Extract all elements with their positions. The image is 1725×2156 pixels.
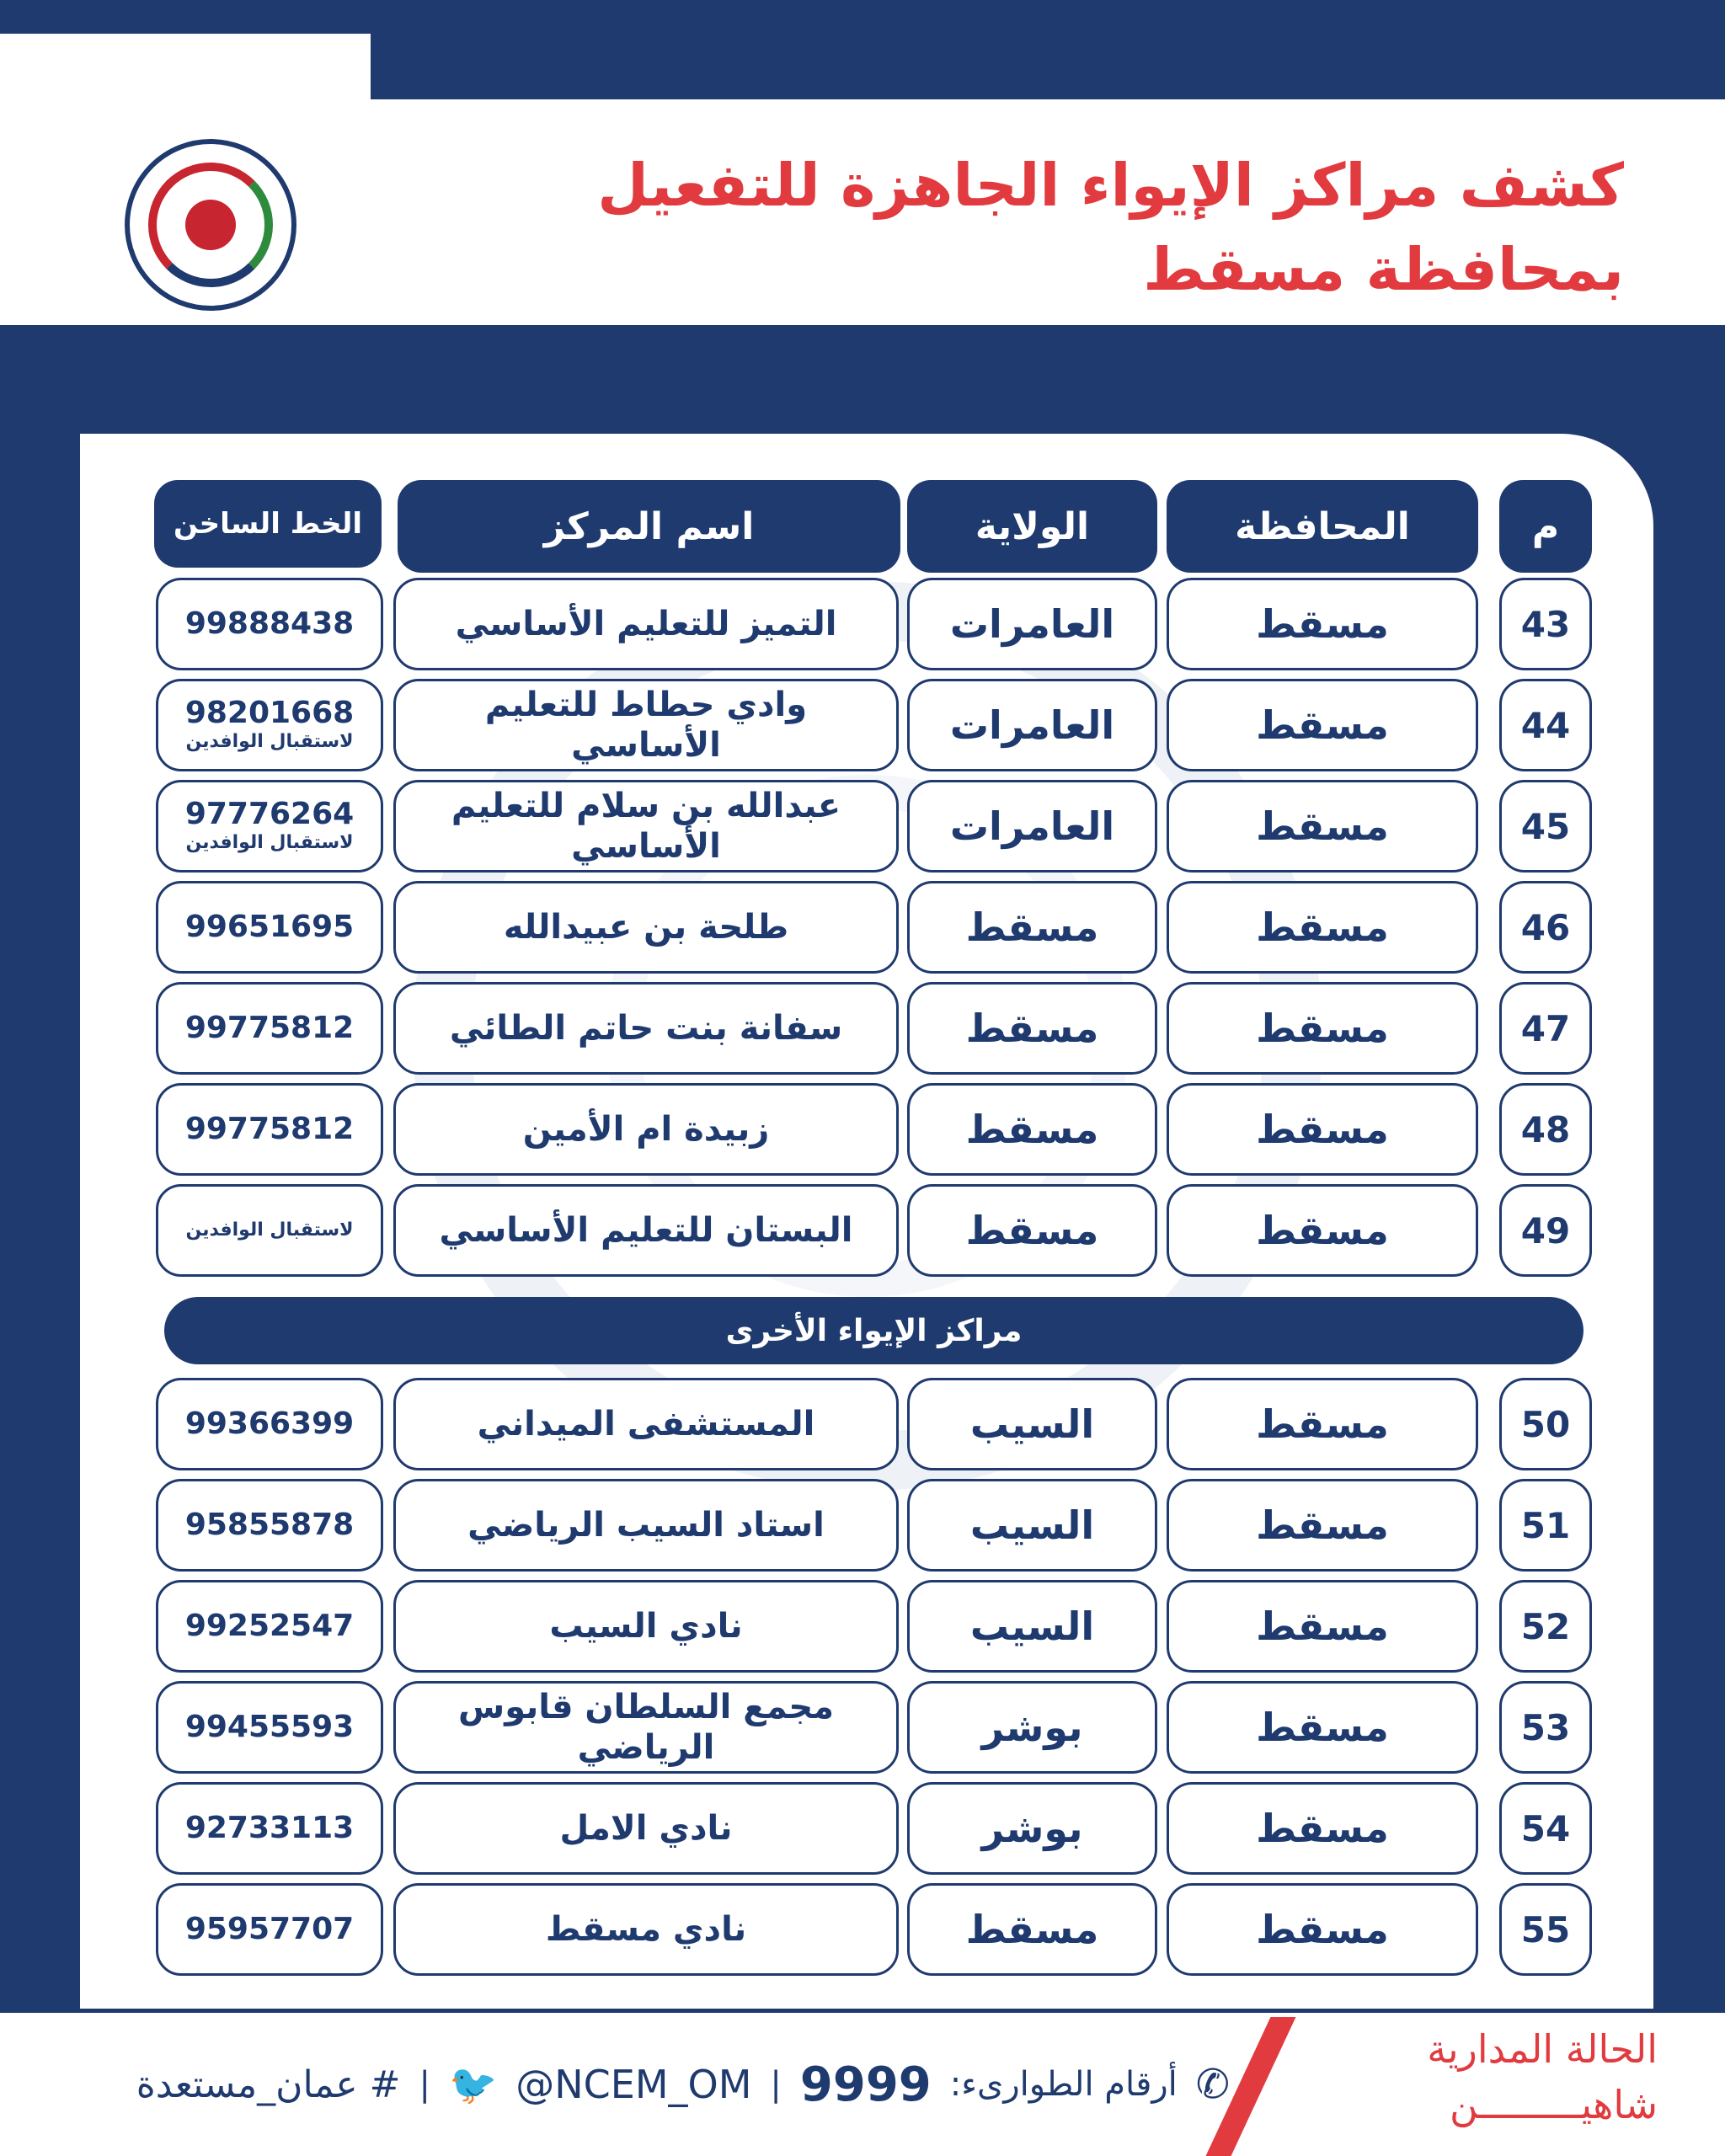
row-governorate (1167, 1083, 1478, 1176)
row-wilayat (907, 982, 1157, 1075)
row-center-name (393, 679, 899, 771)
row-hotline[interactable] (156, 881, 383, 974)
row-wilayat (907, 1184, 1157, 1277)
row-hotline[interactable] (156, 1184, 383, 1277)
hotline-number[interactable]: 99366399 (184, 1406, 355, 1441)
row-wilayat-text: بوشر (981, 1705, 1083, 1750)
hotline-note: لاستقبال الوافدين (185, 731, 354, 752)
row-number-text: 53 (1520, 1706, 1571, 1748)
header-hotline: الخط الساخن (154, 480, 382, 568)
row-governorate-text: مسقط (1256, 1604, 1389, 1649)
hotline-number[interactable]: 92733113 (184, 1811, 355, 1845)
row-wilayat (907, 1083, 1157, 1176)
row-wilayat-text: العامرات (949, 601, 1115, 647)
row-center-name-text: زبيدة ام الأمين (522, 1110, 770, 1149)
row-wilayat (907, 1580, 1157, 1673)
row-center-name (393, 1883, 899, 1976)
row-center-name (393, 1479, 899, 1572)
hotline-number[interactable]: 99775812 (184, 1112, 355, 1146)
row-hotline[interactable] (156, 780, 383, 873)
row-number-text: 45 (1520, 805, 1571, 847)
row-number (1499, 1378, 1592, 1470)
row-center-name (393, 1681, 899, 1774)
hotline-number[interactable]: 95855878 (184, 1508, 355, 1542)
row-governorate (1167, 1184, 1478, 1277)
row-wilayat (907, 578, 1157, 670)
row-wilayat-text: مسقط (965, 905, 1099, 950)
row-wilayat (907, 679, 1157, 771)
emergency-label: أرقام الطوارىء: (949, 2065, 1178, 2104)
row-number (1499, 679, 1592, 771)
row-governorate-text: مسقط (1256, 702, 1389, 748)
status-line-1: الحالة المدارية (1427, 2026, 1658, 2072)
row-governorate (1167, 780, 1478, 873)
header-no: م (1499, 480, 1592, 573)
row-wilayat (907, 881, 1157, 974)
row-wilayat-text: العامرات (949, 803, 1115, 849)
row-governorate-text: مسقط (1256, 803, 1389, 849)
row-number-text: 48 (1520, 1108, 1571, 1150)
row-number-text: 49 (1520, 1209, 1571, 1251)
row-governorate (1167, 982, 1478, 1075)
row-number-text: 43 (1520, 603, 1571, 645)
row-governorate (1167, 1883, 1478, 1976)
status-line-2: شاهيـــــــــن (1449, 2082, 1658, 2127)
row-number (1499, 1479, 1592, 1572)
phone-icon: ✆ (1195, 2061, 1230, 2108)
row-hotline[interactable] (156, 1479, 383, 1572)
row-governorate-text: مسقط (1256, 1208, 1389, 1253)
row-wilayat-text: مسقط (965, 1107, 1099, 1152)
row-center-name (393, 1083, 899, 1176)
row-number (1499, 578, 1592, 670)
row-number (1499, 1083, 1592, 1176)
row-hotline[interactable] (156, 1782, 383, 1875)
row-wilayat-text: بوشر (981, 1806, 1083, 1851)
hotline-note: لاستقبال الوافدين (185, 832, 354, 853)
row-wilayat-text: مسقط (965, 1208, 1099, 1253)
twitter-handle[interactable]: @NCEM_OM (515, 2062, 752, 2107)
row-governorate-text: مسقط (1256, 601, 1389, 647)
row-governorate (1167, 1580, 1478, 1673)
row-number-text: 54 (1520, 1807, 1571, 1849)
row-center-name (393, 1184, 899, 1277)
emergency-number[interactable]: 9999 (799, 2057, 932, 2112)
row-hotline[interactable] (156, 1083, 383, 1176)
row-wilayat (907, 1479, 1157, 1572)
row-center-name-text: وادي حطاط للتعليم الأساسي (484, 686, 808, 765)
header-governorate: المحافظة (1167, 480, 1478, 573)
row-center-name-text: التميز للتعليم الأساسي (455, 605, 837, 643)
row-center-name (393, 578, 899, 670)
twitter-icon: 🐦 (448, 2061, 498, 2107)
row-governorate (1167, 679, 1478, 771)
hotline-number[interactable]: 95957707 (184, 1912, 355, 1946)
row-governorate (1167, 1681, 1478, 1774)
row-center-name (393, 1782, 899, 1875)
row-wilayat-text: السيب (969, 1401, 1095, 1447)
row-governorate (1167, 1378, 1478, 1470)
row-number (1499, 1580, 1592, 1673)
row-governorate (1167, 881, 1478, 974)
row-wilayat (907, 1883, 1157, 1976)
row-center-name-text: استاد السيب الرياضي (467, 1506, 825, 1545)
row-wilayat-text: مسقط (965, 1907, 1099, 1952)
row-hotline[interactable] (156, 1681, 383, 1774)
row-hotline[interactable] (156, 1580, 383, 1673)
row-wilayat-text: السيب (969, 1604, 1095, 1649)
row-wilayat-text: السيب (969, 1502, 1095, 1548)
row-wilayat-text: مسقط (965, 1006, 1099, 1051)
separator: | (770, 2065, 782, 2104)
row-hotline[interactable] (156, 982, 383, 1075)
row-governorate-text: مسقط (1256, 1006, 1389, 1051)
row-center-name (393, 1378, 899, 1470)
row-center-name-text: عبدالله بن سلام للتعليم الأساسي (451, 787, 841, 866)
row-wilayat (907, 780, 1157, 873)
row-governorate (1167, 1782, 1478, 1875)
row-number-text: 55 (1520, 1908, 1571, 1951)
row-number (1499, 1681, 1592, 1774)
footer-status (1287, 2021, 1658, 2132)
row-number (1499, 780, 1592, 873)
header-wilayat: الولاية (907, 480, 1157, 573)
row-number (1499, 1782, 1592, 1875)
hotline-number[interactable]: 99775812 (184, 1011, 355, 1045)
row-number (1499, 1184, 1592, 1277)
title-line-2: بمحافظة مسقط (1143, 235, 1624, 304)
separator: | (419, 2065, 430, 2104)
row-center-name-text: طلحة بن عبيدالله (503, 908, 789, 947)
row-center-name (393, 982, 899, 1075)
row-number (1499, 982, 1592, 1075)
page-title (445, 143, 1624, 312)
row-governorate-text: مسقط (1256, 1907, 1389, 1952)
row-number-text: 50 (1520, 1403, 1571, 1445)
hotline-number[interactable]: 99651695 (184, 910, 355, 944)
hashtag[interactable]: # عمان_مستعدة (136, 2063, 401, 2106)
title-line-1: كشف مراكز الإيواء الجاهزة للتفعيل (597, 151, 1624, 220)
row-wilayat (907, 1378, 1157, 1470)
header-center-name: اسم المركز (398, 480, 900, 573)
footer-contact (67, 2055, 1230, 2114)
row-center-name-text: مجمع السلطان قابوس الرياضي (458, 1688, 834, 1767)
hotline-number[interactable]: 98201668 (184, 696, 355, 730)
row-center-name (393, 1580, 899, 1673)
hotline-number[interactable]: 99252547 (184, 1609, 355, 1643)
row-wilayat (907, 1681, 1157, 1774)
row-center-name-text: المستشفى الميداني (477, 1405, 815, 1444)
hotline-number[interactable]: 99888438 (184, 606, 355, 641)
row-hotline[interactable] (156, 1883, 383, 1976)
hotline-number[interactable]: 99455593 (184, 1710, 355, 1744)
ncem-logo (125, 139, 296, 311)
row-number (1499, 1883, 1592, 1976)
row-center-name-text: سفانة بنت حاتم الطائي (449, 1009, 843, 1048)
row-number (1499, 881, 1592, 974)
row-number-text: 47 (1520, 1007, 1571, 1049)
row-number-text: 44 (1520, 704, 1571, 746)
row-governorate-text: مسقط (1256, 1705, 1389, 1750)
row-hotline[interactable] (156, 679, 383, 771)
row-wilayat (907, 1782, 1157, 1875)
row-governorate-text: مسقط (1256, 1107, 1389, 1152)
row-governorate (1167, 1479, 1478, 1572)
row-governorate-text: مسقط (1256, 1502, 1389, 1548)
hotline-note: لاستقبال الوافدين (185, 1219, 354, 1241)
hotline-number[interactable]: 97776264 (184, 797, 355, 831)
omani-khanjar-emblem-icon (185, 200, 236, 250)
row-governorate-text: مسقط (1256, 905, 1389, 950)
row-governorate (1167, 578, 1478, 670)
row-hotline[interactable] (156, 1378, 383, 1470)
row-center-name-text: نادي مسقط (545, 1910, 747, 1949)
row-center-name (393, 881, 899, 974)
row-hotline[interactable] (156, 578, 383, 670)
section-other-shelters: مراكز الإيواء الأخرى (164, 1297, 1583, 1364)
row-number-text: 46 (1520, 906, 1571, 948)
row-center-name-text: نادي السيب (549, 1607, 743, 1646)
row-governorate-text: مسقط (1256, 1806, 1389, 1851)
row-center-name (393, 780, 899, 873)
row-center-name-text: البستان للتعليم الأساسي (439, 1211, 853, 1250)
row-number-text: 51 (1520, 1504, 1571, 1546)
row-wilayat-text: العامرات (949, 702, 1115, 748)
row-governorate-text: مسقط (1256, 1401, 1389, 1447)
row-number-text: 52 (1520, 1605, 1571, 1647)
row-center-name-text: نادي الامل (559, 1809, 733, 1848)
